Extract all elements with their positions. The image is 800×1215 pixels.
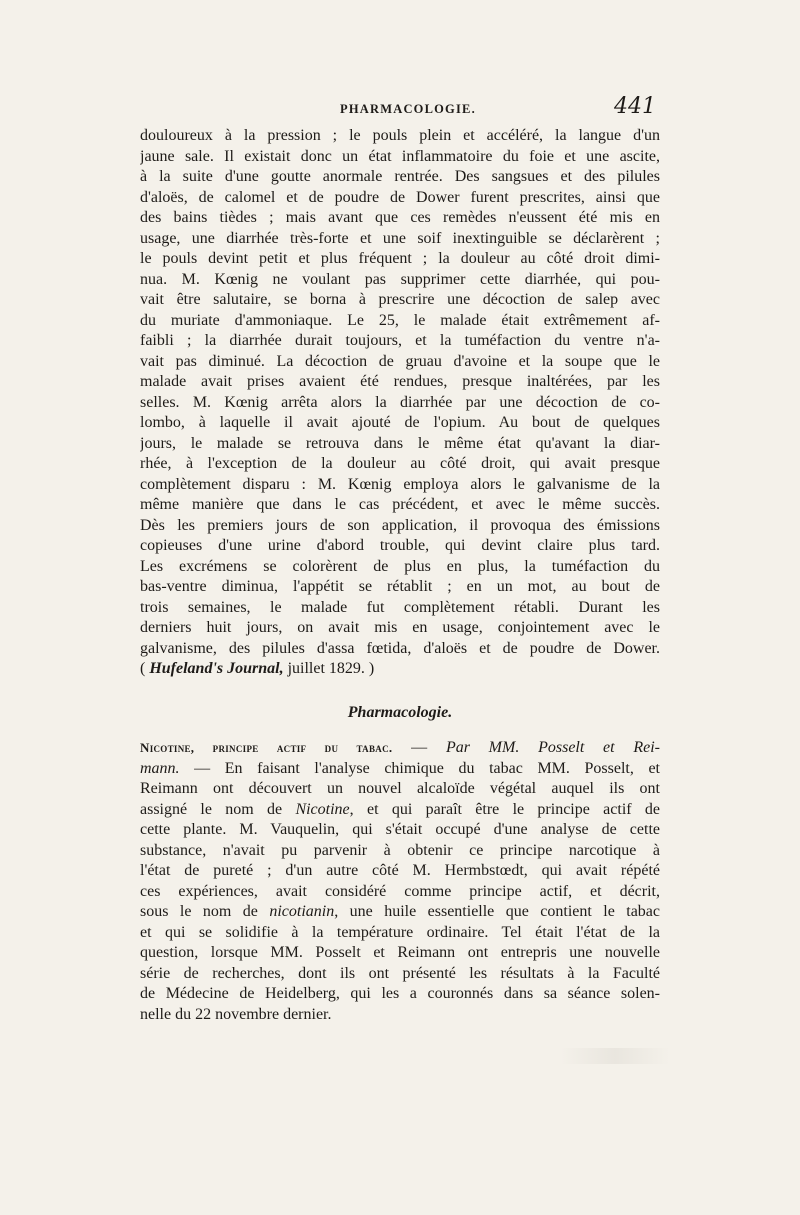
page-number: 441 bbox=[614, 94, 656, 119]
citation-date: juillet 1829. ) bbox=[287, 660, 375, 677]
text-line: cette plante. M. Vauquelin, qui s'était occupé d'une analyse de cette bbox=[140, 821, 660, 838]
text-line: derniers huit jours, on avait mis en usage, conjointement avec le bbox=[140, 619, 660, 636]
text-line: faibli ; la diarrhée durait toujours, et la tuméfaction du ventre n'a- bbox=[140, 332, 660, 349]
text-line: vait pas diminué. La décoction de gruau d'avoine et la soupe que le bbox=[140, 352, 660, 370]
text-line bbox=[140, 902, 660, 923]
citation-line bbox=[140, 659, 660, 680]
text-line: ces expériences, avait considéré comme principe actif, et décrit, bbox=[140, 882, 660, 900]
text-line: à la suite d'une goutte anormale rentrée. Des sangsues et des pilules bbox=[140, 168, 660, 185]
text-span: assigné le nom de bbox=[140, 800, 296, 818]
article-text bbox=[140, 738, 660, 1025]
text-span: — En faisant l'analyse chimique du tabac MM. Posselt, et bbox=[179, 759, 660, 777]
text-line: jours, le malade se retrouva dans le même état qu'avant la diar- bbox=[140, 434, 660, 452]
text-line: malade avait prises avaient été rendues, presque inaltérées, par les bbox=[140, 373, 660, 390]
text-line: question, lorsque MM. Posselt et Reimann ont entrepris une nouvelle bbox=[140, 944, 660, 961]
citation-open: ( bbox=[140, 660, 146, 677]
term-nicotine: Nicotine bbox=[295, 800, 350, 818]
text-line: du muriate d'ammoniaque. Le 25, le malade était extrêmement af- bbox=[140, 311, 660, 329]
show-through-smudge bbox=[560, 1048, 670, 1064]
text-line: bas-ventre diminua, l'appétit se rétablit ; en un mot, au bout de bbox=[140, 578, 660, 595]
text-line: Reimann ont découvert un nouvel alcaloïde végétal auquel ils ont bbox=[140, 780, 660, 797]
text-line bbox=[140, 800, 660, 821]
citation-journal: Hufeland's Journal, bbox=[149, 660, 284, 677]
text-line: substance, n'avait pu parvenir à obtenir ce principe narcotique à bbox=[140, 841, 660, 859]
case-report-text bbox=[140, 126, 660, 680]
text-line: lombo, à laquelle il avait ajouté de l'opium. Au bout de quelques bbox=[140, 414, 660, 431]
text-span: , et qui paraît être le principe actif de bbox=[349, 800, 660, 818]
text-line: de Médecine de Heidelberg, qui les a couronnés dans sa séance solen- bbox=[140, 985, 660, 1002]
text-span: sous le nom de bbox=[140, 903, 270, 920]
section-heading: Pharmacologie. bbox=[347, 704, 453, 721]
article-authors-cont: mann. bbox=[140, 759, 180, 777]
text-line: nelle du 22 novembre dernier. bbox=[140, 1005, 332, 1023]
text-line: douloureux à la pression ; le pouls plein et accéléré, la langue d'un bbox=[140, 127, 660, 144]
text-line: galvanisme, des pilules d'assa fœtida, d'aloës et de poudre de Dower. bbox=[140, 639, 660, 657]
text-line: série de recherches, dont ils ont présenté les résultats à la Faculté bbox=[140, 964, 660, 982]
text-line: copieuses d'une urine d'abord trouble, qui devint claire plus tard. bbox=[140, 537, 660, 554]
running-head bbox=[140, 94, 660, 124]
article-authors: Par MM. Posselt et Rei- bbox=[445, 739, 660, 756]
text-line: trois semaines, le malade fut complètement rétabli. Durant les bbox=[140, 598, 660, 616]
text-line: et qui se solidifie à la température ordinaire. Tel était l'état de la bbox=[140, 923, 660, 941]
article-dash: — bbox=[392, 739, 446, 756]
text-line: des bains tièdes ; mais avant que ces remèdes n'eussent été mis en bbox=[140, 209, 660, 226]
term-nicotianin: nicotianin bbox=[269, 903, 335, 920]
text-span: , une huile essentielle que contient le tabac bbox=[334, 903, 660, 920]
text-line: rhée, à l'exception de la douleur au côté droit, qui avait presque bbox=[140, 455, 660, 472]
article-title-line bbox=[140, 738, 660, 759]
text-line: Les excrémens se colorèrent de plus en plus, la tuméfaction du bbox=[140, 557, 660, 575]
text-line: vait être salutaire, se borna à prescrire une décoction de salep avec bbox=[140, 291, 660, 308]
text-line: l'état de pureté ; d'un autre côté M. Hermbstœdt, qui avait répété bbox=[140, 862, 660, 879]
text-line: nua. M. Kœnig ne voulant pas supprimer cette diarrhée, qui pou- bbox=[140, 270, 660, 288]
text-line: jaune sale. Il existait donc un état inflammatoire du foie et une ascite, bbox=[140, 147, 660, 165]
text-line: selles. M. Kœnig arrêta alors la diarrhée par une décoction de co- bbox=[140, 393, 660, 411]
text-line bbox=[140, 759, 660, 780]
text-line: d'aloës, de calomel et de poudre de Dower furent prescrites, ainsi que bbox=[140, 188, 660, 206]
text-line: usage, une diarrhée très-forte et une soif inextinguible se déclarèrent ; bbox=[140, 229, 660, 247]
article-title: Nicotine, principe actif du tabac. bbox=[140, 740, 393, 755]
running-title: PHARMACOLOGIE. bbox=[340, 102, 476, 116]
text-line: complètement disparu : M. Kœnig employa alors le galvanisme de la bbox=[140, 475, 660, 493]
text-line: Dès les premiers jours de son application, il provoqua des émissions bbox=[140, 516, 660, 534]
text-line: même manière que dans le cas précédent, et avec le même succès. bbox=[140, 496, 660, 513]
text-line: le pouls devint petit et plus fréquent ; la douleur au côté droit dimi- bbox=[140, 250, 660, 267]
